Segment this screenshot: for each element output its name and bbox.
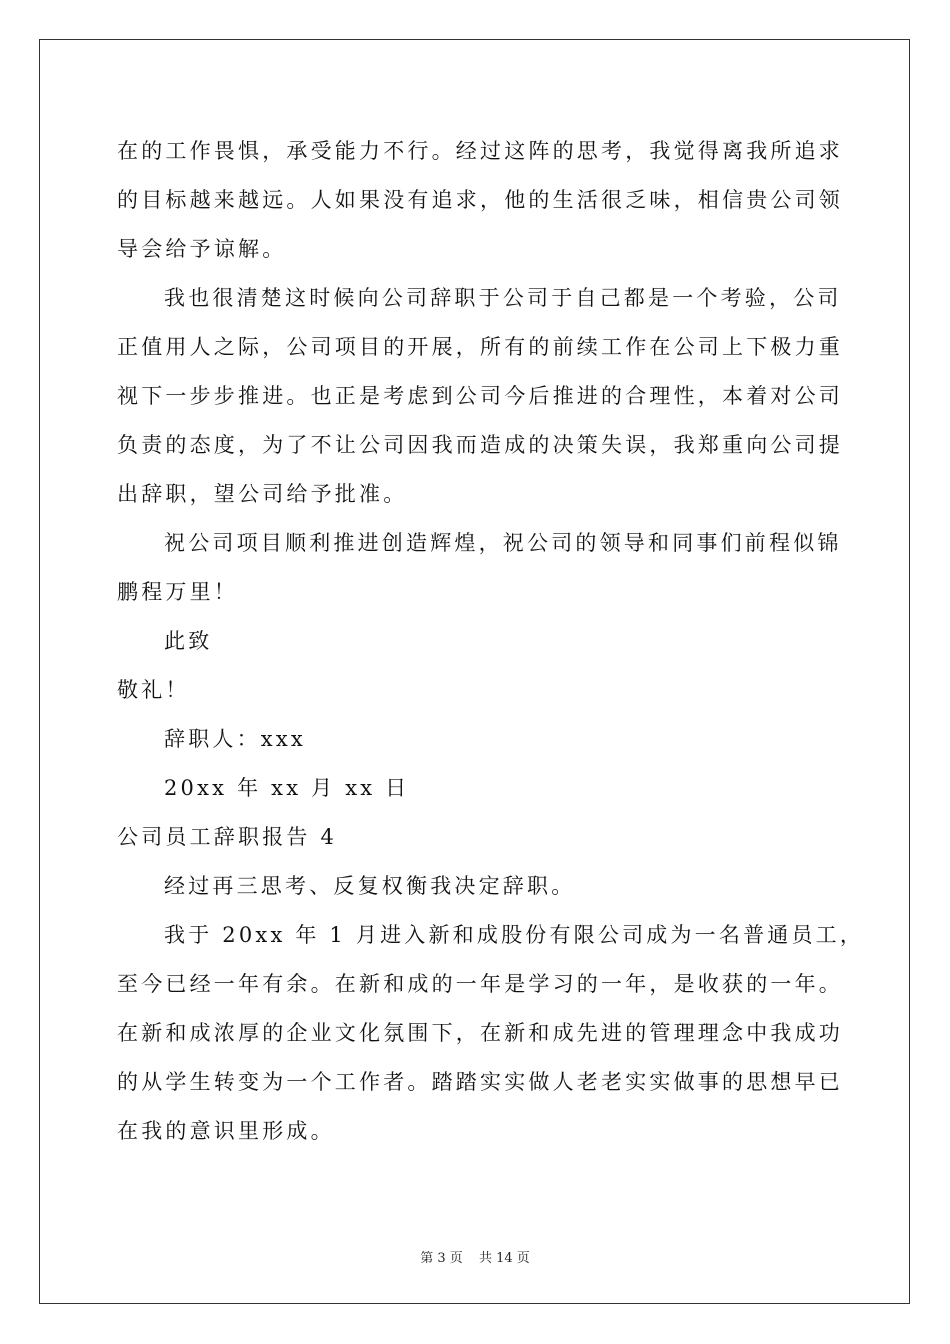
page-number: 第 3 页	[420, 1251, 463, 1266]
text-line: 我也很清楚这时候向公司辞职于公司于自己都是一个考验，公司	[164, 286, 842, 310]
text-line: 导会给予谅解。	[117, 237, 287, 261]
text-line: 在的工作畏惧，承受能力不行。经过这阵的思考，我觉得离我所追求	[117, 139, 843, 163]
text-line: 出辞职，望公司给予批准。	[117, 482, 408, 506]
text-line: 的目标越来越远。人如果没有追求，他的生活很乏味，相信贵公司领	[117, 188, 843, 212]
text-line: 辞职人：xxx	[164, 727, 306, 751]
document-body	[117, 127, 865, 1156]
text-line: 敬礼！	[117, 678, 190, 702]
text-line: 至今已经一年有余。在新和成的一年是学习的一年，是收获的一年。	[117, 972, 843, 996]
text-line: 20xx 年 xx 月 xx 日	[164, 776, 410, 800]
text-line: 此致	[164, 629, 213, 653]
page-footer	[0, 1247, 950, 1266]
text-line: 在我的意识里形成。	[117, 1119, 335, 1143]
text-line: 负责的态度，为了不让公司因我而造成的决策失误，我郑重向公司提	[117, 433, 843, 457]
text-line: 正值用人之际，公司项目的开展，所有的前续工作在公司上下极力重	[117, 335, 843, 359]
text-line: 祝公司项目顺利推进创造辉煌，祝公司的领导和同事们前程似锦	[164, 531, 842, 555]
text-line: 的从学生转变为一个工作者。踏踏实实做人老老实实做事的思想早已	[117, 1070, 843, 1094]
text-line: 鹏程万里！	[117, 580, 238, 604]
text-line: 在新和成浓厚的企业文化氛围下，在新和成先进的管理理念中我成功	[117, 1021, 843, 1045]
text-line: 经过再三思考、反复权衡我决定辞职。	[164, 874, 576, 898]
text-line: 视下一步步推进。也正是考虑到公司今后推进的合理性，本着对公司	[117, 384, 843, 408]
text-line: 我于 20xx 年 1 月进入新和成股份有限公司成为一名普通员工，	[164, 923, 865, 947]
text-line: 公司员工辞职报告 4	[117, 825, 338, 849]
page-total: 共 14 页	[478, 1251, 530, 1266]
